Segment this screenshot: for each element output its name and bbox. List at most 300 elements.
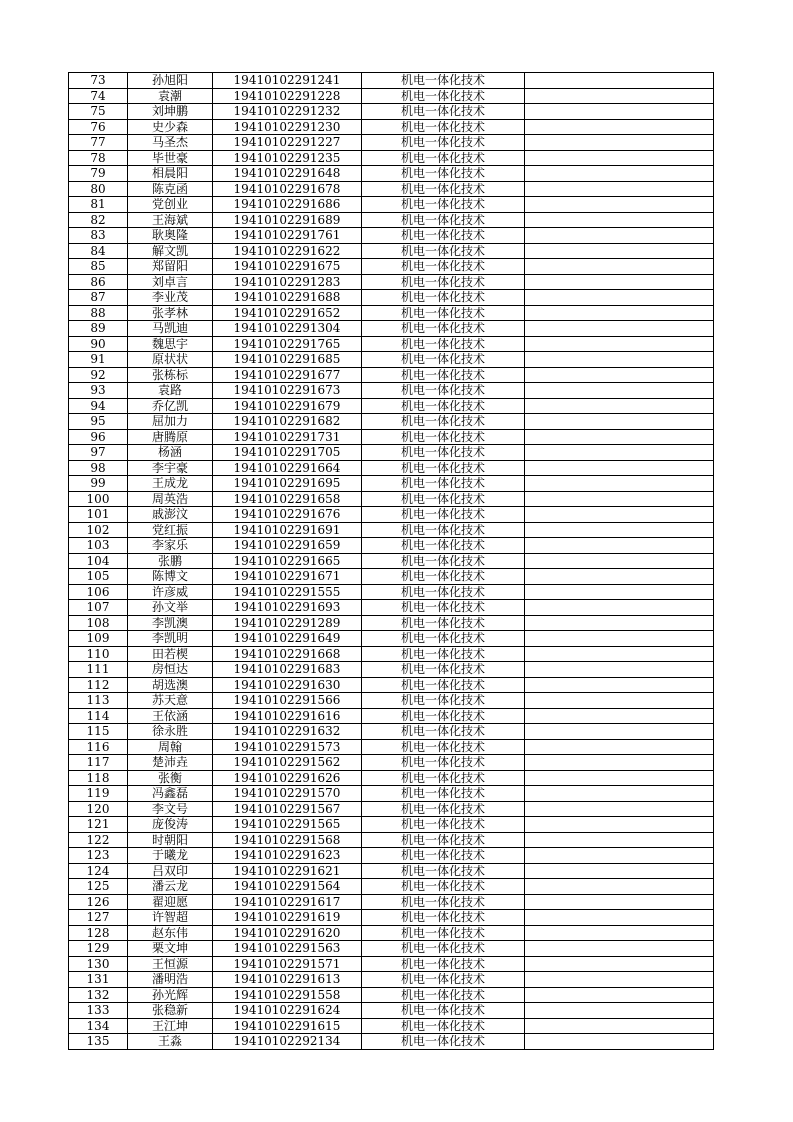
note-cell — [525, 321, 714, 337]
seq-number-cell: 81 — [69, 197, 128, 213]
major-cell: 机电一体化技术 — [362, 786, 525, 802]
student-name-cell: 于曦龙 — [128, 848, 213, 864]
seq-number-cell: 94 — [69, 398, 128, 414]
seq-number-cell: 104 — [69, 553, 128, 569]
major-cell: 机电一体化技术 — [362, 863, 525, 879]
major-cell: 机电一体化技术 — [362, 119, 525, 135]
seq-number-cell: 116 — [69, 739, 128, 755]
major-cell: 机电一体化技术 — [362, 476, 525, 492]
student-id-cell: 19410102291731 — [213, 429, 362, 445]
seq-number-cell: 74 — [69, 88, 128, 104]
table-row — [69, 631, 714, 647]
major-cell: 机电一体化技术 — [362, 243, 525, 259]
student-name-cell: 屈加力 — [128, 414, 213, 430]
student-name-cell: 乔亿凯 — [128, 398, 213, 414]
major-cell: 机电一体化技术 — [362, 135, 525, 151]
major-cell: 机电一体化技术 — [362, 259, 525, 275]
student-id-cell: 19410102291765 — [213, 336, 362, 352]
student-name-cell: 张栋标 — [128, 367, 213, 383]
table-row — [69, 817, 714, 833]
note-cell — [525, 677, 714, 693]
student-id-cell: 19410102291565 — [213, 817, 362, 833]
note-cell — [525, 584, 714, 600]
note-cell — [525, 460, 714, 476]
seq-number-cell: 105 — [69, 569, 128, 585]
seq-number-cell: 129 — [69, 941, 128, 957]
table-row — [69, 228, 714, 244]
student-name-cell: 陈博文 — [128, 569, 213, 585]
note-cell — [525, 352, 714, 368]
table-row — [69, 104, 714, 120]
major-cell: 机电一体化技术 — [362, 321, 525, 337]
student-name-cell: 栗文坤 — [128, 941, 213, 957]
student-id-cell: 19410102291676 — [213, 507, 362, 523]
major-cell: 机电一体化技术 — [362, 584, 525, 600]
major-cell: 机电一体化技术 — [362, 600, 525, 616]
major-cell: 机电一体化技术 — [362, 445, 525, 461]
student-id-cell: 19410102291652 — [213, 305, 362, 321]
table-row — [69, 367, 714, 383]
student-name-cell: 王淼 — [128, 1034, 213, 1050]
table-row — [69, 181, 714, 197]
student-id-cell: 19410102291568 — [213, 832, 362, 848]
student-name-cell: 田若楔 — [128, 646, 213, 662]
seq-number-cell: 110 — [69, 646, 128, 662]
student-id-cell: 19410102291688 — [213, 290, 362, 306]
seq-number-cell: 126 — [69, 894, 128, 910]
table-row — [69, 708, 714, 724]
seq-number-cell: 99 — [69, 476, 128, 492]
table-row — [69, 243, 714, 259]
note-cell — [525, 259, 714, 275]
seq-number-cell: 98 — [69, 460, 128, 476]
note-cell — [525, 104, 714, 120]
seq-number-cell: 103 — [69, 538, 128, 554]
student-name-cell: 王江坤 — [128, 1018, 213, 1034]
table-row — [69, 553, 714, 569]
note-cell — [525, 646, 714, 662]
seq-number-cell: 93 — [69, 383, 128, 399]
major-cell: 机电一体化技术 — [362, 817, 525, 833]
table-row — [69, 724, 714, 740]
seq-number-cell: 80 — [69, 181, 128, 197]
note-cell — [525, 181, 714, 197]
student-id-cell: 19410102291617 — [213, 894, 362, 910]
student-name-cell: 马圣杰 — [128, 135, 213, 151]
student-id-cell: 19410102291630 — [213, 677, 362, 693]
student-id-cell: 19410102291761 — [213, 228, 362, 244]
student-id-cell: 19410102291619 — [213, 910, 362, 926]
table-row — [69, 274, 714, 290]
student-name-cell: 张稳新 — [128, 1003, 213, 1019]
student-name-cell: 孙光辉 — [128, 987, 213, 1003]
table-row — [69, 600, 714, 616]
note-cell — [525, 445, 714, 461]
student-name-cell: 张孝林 — [128, 305, 213, 321]
major-cell: 机电一体化技术 — [362, 398, 525, 414]
seq-number-cell: 79 — [69, 166, 128, 182]
seq-number-cell: 114 — [69, 708, 128, 724]
student-id-cell: 19410102291570 — [213, 786, 362, 802]
major-cell: 机电一体化技术 — [362, 755, 525, 771]
student-name-cell: 张鹏 — [128, 553, 213, 569]
major-cell: 机电一体化技术 — [362, 879, 525, 895]
note-cell — [525, 367, 714, 383]
note-cell — [525, 879, 714, 895]
major-cell: 机电一体化技术 — [362, 724, 525, 740]
note-cell — [525, 770, 714, 786]
seq-number-cell: 76 — [69, 119, 128, 135]
major-cell: 机电一体化技术 — [362, 677, 525, 693]
note-cell — [525, 522, 714, 538]
note-cell — [525, 662, 714, 678]
student-id-cell: 19410102291668 — [213, 646, 362, 662]
student-name-cell: 苏天意 — [128, 693, 213, 709]
seq-number-cell: 123 — [69, 848, 128, 864]
student-name-cell: 楚沛垚 — [128, 755, 213, 771]
table-row — [69, 584, 714, 600]
note-cell — [525, 724, 714, 740]
student-name-cell: 许彦威 — [128, 584, 213, 600]
note-cell — [525, 228, 714, 244]
table-row — [69, 863, 714, 879]
student-name-cell: 陈克函 — [128, 181, 213, 197]
major-cell: 机电一体化技术 — [362, 150, 525, 166]
student-name-cell: 解文凯 — [128, 243, 213, 259]
seq-number-cell: 117 — [69, 755, 128, 771]
table-row — [69, 1034, 714, 1050]
major-cell: 机电一体化技术 — [362, 212, 525, 228]
major-cell: 机电一体化技术 — [362, 1003, 525, 1019]
student-id-cell: 19410102291562 — [213, 755, 362, 771]
student-id-cell: 19410102291283 — [213, 274, 362, 290]
student-id-cell: 19410102291620 — [213, 925, 362, 941]
student-name-cell: 孙旭阳 — [128, 73, 213, 89]
student-id-cell: 19410102291624 — [213, 1003, 362, 1019]
table-row — [69, 336, 714, 352]
student-id-cell: 19410102291564 — [213, 879, 362, 895]
seq-number-cell: 108 — [69, 615, 128, 631]
student-id-cell: 19410102291623 — [213, 848, 362, 864]
student-id-cell: 19410102291616 — [213, 708, 362, 724]
table-row — [69, 398, 714, 414]
student-name-cell: 王恒源 — [128, 956, 213, 972]
major-cell: 机电一体化技术 — [362, 104, 525, 120]
table-row — [69, 894, 714, 910]
major-cell: 机电一体化技术 — [362, 429, 525, 445]
major-cell: 机电一体化技术 — [362, 197, 525, 213]
student-id-cell: 19410102291665 — [213, 553, 362, 569]
table-row — [69, 383, 714, 399]
note-cell — [525, 166, 714, 182]
seq-number-cell: 86 — [69, 274, 128, 290]
major-cell: 机电一体化技术 — [362, 848, 525, 864]
seq-number-cell: 85 — [69, 259, 128, 275]
note-cell — [525, 553, 714, 569]
student-id-cell: 19410102291563 — [213, 941, 362, 957]
note-cell — [525, 73, 714, 89]
student-id-cell: 19410102291658 — [213, 491, 362, 507]
major-cell: 机电一体化技术 — [362, 538, 525, 554]
major-cell: 机电一体化技术 — [362, 739, 525, 755]
student-id-cell: 19410102291566 — [213, 693, 362, 709]
student-id-cell: 19410102291689 — [213, 212, 362, 228]
table-row — [69, 646, 714, 662]
note-cell — [525, 615, 714, 631]
student-name-cell: 李文号 — [128, 801, 213, 817]
roster-table-body — [69, 73, 714, 1050]
student-name-cell: 许智超 — [128, 910, 213, 926]
seq-number-cell: 90 — [69, 336, 128, 352]
student-id-cell: 19410102291686 — [213, 197, 362, 213]
major-cell: 机电一体化技术 — [362, 956, 525, 972]
note-cell — [525, 755, 714, 771]
note-cell — [525, 956, 714, 972]
table-row — [69, 615, 714, 631]
student-name-cell: 刘卓言 — [128, 274, 213, 290]
student-name-cell: 庞俊涛 — [128, 817, 213, 833]
student-id-cell: 19410102291626 — [213, 770, 362, 786]
note-cell — [525, 569, 714, 585]
student-id-cell: 19410102291673 — [213, 383, 362, 399]
student-id-cell: 19410102291649 — [213, 631, 362, 647]
student-name-cell: 魏思宇 — [128, 336, 213, 352]
table-row — [69, 972, 714, 988]
table-row — [69, 801, 714, 817]
note-cell — [525, 600, 714, 616]
table-row — [69, 956, 714, 972]
table-row — [69, 1003, 714, 1019]
student-name-cell: 周翰 — [128, 739, 213, 755]
table-row — [69, 150, 714, 166]
note-cell — [525, 739, 714, 755]
major-cell: 机电一体化技术 — [362, 1018, 525, 1034]
table-row — [69, 197, 714, 213]
student-id-cell: 19410102291241 — [213, 73, 362, 89]
student-name-cell: 刘坤鹏 — [128, 104, 213, 120]
major-cell: 机电一体化技术 — [362, 166, 525, 182]
seq-number-cell: 128 — [69, 925, 128, 941]
table-row — [69, 987, 714, 1003]
seq-number-cell: 111 — [69, 662, 128, 678]
note-cell — [525, 491, 714, 507]
student-name-cell: 赵东伟 — [128, 925, 213, 941]
student-name-cell: 张衡 — [128, 770, 213, 786]
note-cell — [525, 972, 714, 988]
seq-number-cell: 106 — [69, 584, 128, 600]
student-id-cell: 19410102291289 — [213, 615, 362, 631]
seq-number-cell: 82 — [69, 212, 128, 228]
student-id-cell: 19410102292134 — [213, 1034, 362, 1050]
student-name-cell: 原状状 — [128, 352, 213, 368]
student-name-cell: 唐腾原 — [128, 429, 213, 445]
note-cell — [525, 941, 714, 957]
note-cell — [525, 987, 714, 1003]
note-cell — [525, 476, 714, 492]
table-row — [69, 476, 714, 492]
major-cell: 机电一体化技术 — [362, 910, 525, 926]
table-row — [69, 770, 714, 786]
table-row — [69, 119, 714, 135]
student-id-cell: 19410102291695 — [213, 476, 362, 492]
major-cell: 机电一体化技术 — [362, 305, 525, 321]
note-cell — [525, 150, 714, 166]
note-cell — [525, 305, 714, 321]
note-cell — [525, 631, 714, 647]
student-name-cell: 孙文举 — [128, 600, 213, 616]
note-cell — [525, 119, 714, 135]
student-id-cell: 19410102291235 — [213, 150, 362, 166]
student-id-cell: 19410102291230 — [213, 119, 362, 135]
major-cell: 机电一体化技术 — [362, 646, 525, 662]
student-id-cell: 19410102291558 — [213, 987, 362, 1003]
seq-number-cell: 91 — [69, 352, 128, 368]
table-row — [69, 569, 714, 585]
table-row — [69, 1018, 714, 1034]
student-id-cell: 19410102291683 — [213, 662, 362, 678]
note-cell — [525, 693, 714, 709]
student-id-cell: 19410102291555 — [213, 584, 362, 600]
note-cell — [525, 336, 714, 352]
student-name-cell: 潘明浩 — [128, 972, 213, 988]
major-cell: 机电一体化技术 — [362, 631, 525, 647]
student-id-cell: 19410102291573 — [213, 739, 362, 755]
table-row — [69, 321, 714, 337]
seq-number-cell: 89 — [69, 321, 128, 337]
seq-number-cell: 132 — [69, 987, 128, 1003]
student-id-cell: 19410102291304 — [213, 321, 362, 337]
table-row — [69, 941, 714, 957]
major-cell: 机电一体化技术 — [362, 88, 525, 104]
major-cell: 机电一体化技术 — [362, 1034, 525, 1050]
major-cell: 机电一体化技术 — [362, 987, 525, 1003]
student-id-cell: 19410102291693 — [213, 600, 362, 616]
student-name-cell: 徐永胜 — [128, 724, 213, 740]
student-name-cell: 时朝阳 — [128, 832, 213, 848]
student-name-cell: 李凯明 — [128, 631, 213, 647]
student-name-cell: 胡选澳 — [128, 677, 213, 693]
student-name-cell: 相晨阳 — [128, 166, 213, 182]
student-name-cell: 周英浩 — [128, 491, 213, 507]
major-cell: 机电一体化技术 — [362, 336, 525, 352]
table-row — [69, 352, 714, 368]
note-cell — [525, 1018, 714, 1034]
note-cell — [525, 290, 714, 306]
note-cell — [525, 88, 714, 104]
student-id-cell: 19410102291613 — [213, 972, 362, 988]
seq-number-cell: 88 — [69, 305, 128, 321]
major-cell: 机电一体化技术 — [362, 553, 525, 569]
student-id-cell: 19410102291567 — [213, 801, 362, 817]
seq-number-cell: 78 — [69, 150, 128, 166]
student-name-cell: 翟迎愿 — [128, 894, 213, 910]
student-roster-table — [68, 72, 714, 1050]
table-row — [69, 445, 714, 461]
student-name-cell: 史少森 — [128, 119, 213, 135]
major-cell: 机电一体化技术 — [362, 181, 525, 197]
seq-number-cell: 122 — [69, 832, 128, 848]
seq-number-cell: 131 — [69, 972, 128, 988]
table-row — [69, 166, 714, 182]
seq-number-cell: 130 — [69, 956, 128, 972]
major-cell: 机电一体化技术 — [362, 925, 525, 941]
seq-number-cell: 75 — [69, 104, 128, 120]
note-cell — [525, 801, 714, 817]
table-row — [69, 259, 714, 275]
seq-number-cell: 112 — [69, 677, 128, 693]
table-row — [69, 925, 714, 941]
student-id-cell: 19410102291705 — [213, 445, 362, 461]
table-row — [69, 507, 714, 523]
note-cell — [525, 848, 714, 864]
table-row — [69, 832, 714, 848]
note-cell — [525, 708, 714, 724]
seq-number-cell: 113 — [69, 693, 128, 709]
seq-number-cell: 77 — [69, 135, 128, 151]
major-cell: 机电一体化技术 — [362, 507, 525, 523]
note-cell — [525, 429, 714, 445]
student-name-cell: 房恒达 — [128, 662, 213, 678]
note-cell — [525, 414, 714, 430]
table-row — [69, 677, 714, 693]
note-cell — [525, 910, 714, 926]
major-cell: 机电一体化技术 — [362, 708, 525, 724]
major-cell: 机电一体化技术 — [362, 460, 525, 476]
table-row — [69, 848, 714, 864]
seq-number-cell: 127 — [69, 910, 128, 926]
seq-number-cell: 96 — [69, 429, 128, 445]
note-cell — [525, 817, 714, 833]
seq-number-cell: 133 — [69, 1003, 128, 1019]
table-row — [69, 693, 714, 709]
table-row — [69, 522, 714, 538]
student-name-cell: 耿奥隆 — [128, 228, 213, 244]
student-id-cell: 19410102291227 — [213, 135, 362, 151]
student-id-cell: 19410102291679 — [213, 398, 362, 414]
student-id-cell: 19410102291621 — [213, 863, 362, 879]
table-row — [69, 786, 714, 802]
seq-number-cell: 135 — [69, 1034, 128, 1050]
major-cell: 机电一体化技术 — [362, 522, 525, 538]
student-name-cell: 党创业 — [128, 197, 213, 213]
table-row — [69, 73, 714, 89]
seq-number-cell: 134 — [69, 1018, 128, 1034]
table-row — [69, 88, 714, 104]
student-id-cell: 19410102291664 — [213, 460, 362, 476]
student-name-cell: 王依涵 — [128, 708, 213, 724]
seq-number-cell: 120 — [69, 801, 128, 817]
student-name-cell: 潘云龙 — [128, 879, 213, 895]
table-row — [69, 290, 714, 306]
major-cell: 机电一体化技术 — [362, 972, 525, 988]
table-row — [69, 755, 714, 771]
seq-number-cell: 95 — [69, 414, 128, 430]
seq-number-cell: 102 — [69, 522, 128, 538]
table-row — [69, 305, 714, 321]
student-id-cell: 19410102291671 — [213, 569, 362, 585]
seq-number-cell: 101 — [69, 507, 128, 523]
table-row — [69, 662, 714, 678]
major-cell: 机电一体化技术 — [362, 414, 525, 430]
major-cell: 机电一体化技术 — [362, 615, 525, 631]
major-cell: 机电一体化技术 — [362, 941, 525, 957]
note-cell — [525, 212, 714, 228]
seq-number-cell: 107 — [69, 600, 128, 616]
student-name-cell: 毕世豪 — [128, 150, 213, 166]
student-id-cell: 19410102291615 — [213, 1018, 362, 1034]
table-row — [69, 879, 714, 895]
note-cell — [525, 1003, 714, 1019]
